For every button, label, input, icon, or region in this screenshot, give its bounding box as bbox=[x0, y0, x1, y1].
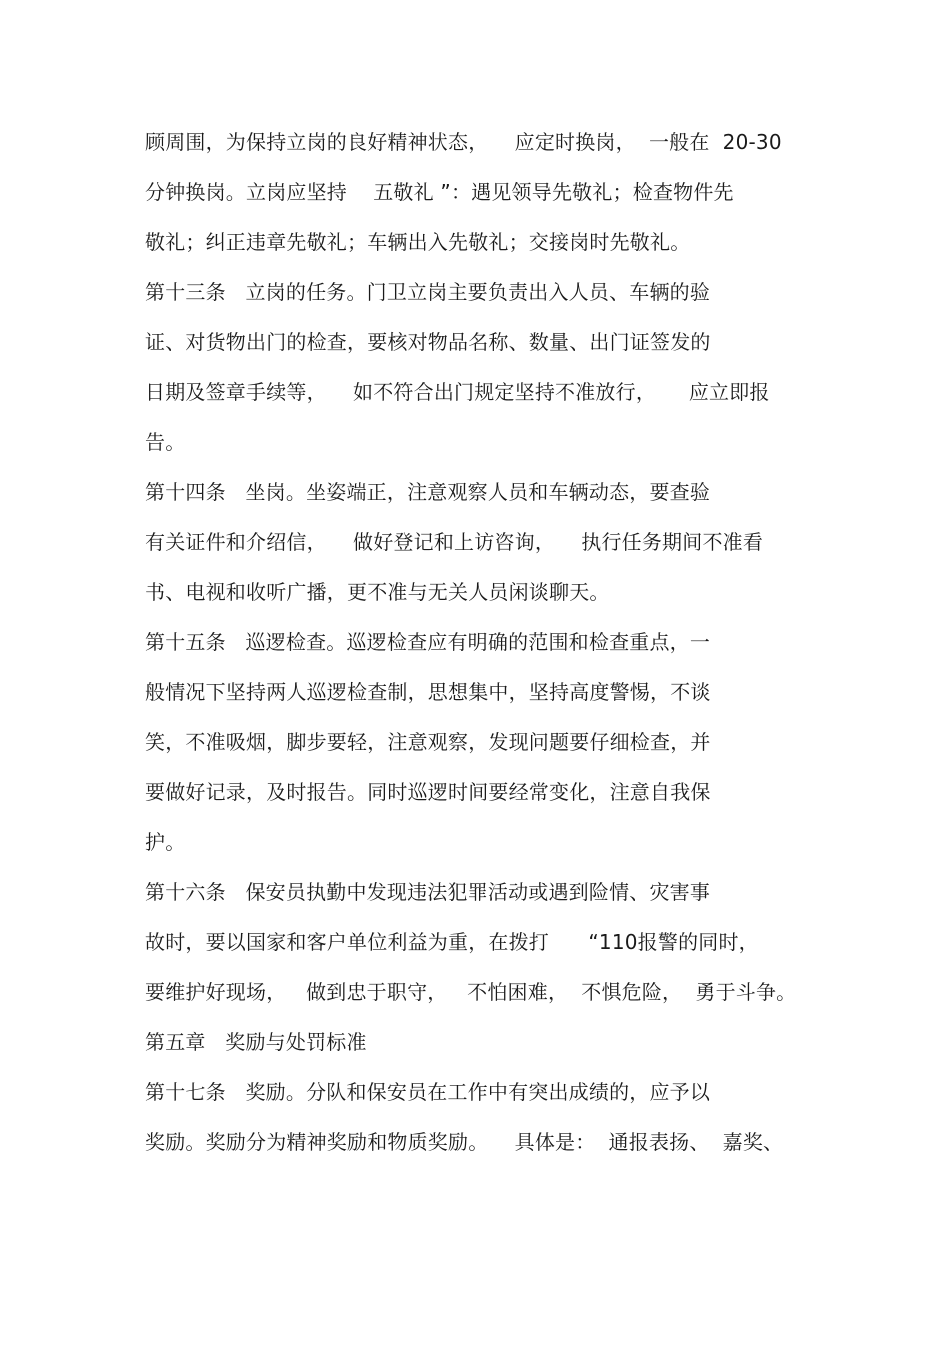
article-15-heading-line: 第十五条 巡逻检查。巡逻检查应有明确的范围和检查重点，一 bbox=[145, 630, 711, 654]
text-line: 敬礼；纠正违章先敬礼；车辆出入先敬礼；交接岗时先敬礼。 bbox=[145, 230, 691, 254]
chapter-5-title: 第五章 奖励与处罚标准 bbox=[145, 1030, 367, 1054]
article-16-heading-line: 第十六条 保安员执勤中发现违法犯罪活动或遇到险情、灾害事 bbox=[145, 880, 711, 904]
text-line: 笑，不准吸烟，脚步要轻，注意观察，发现问题要仔细检查，并 bbox=[145, 730, 711, 754]
text-line: 般情况下坚持两人巡逻检查制，思想集中，坚持高度警惕，不谈 bbox=[145, 680, 711, 704]
text-line: 护。 bbox=[145, 830, 186, 854]
text-line: 证、对货物出门的检查，要核对物品名称、数量、出门证签发的 bbox=[145, 330, 711, 354]
text-line: 奖励。奖励分为精神奖励和物质奖励。 具体是： 通报表扬、 嘉奖、 bbox=[145, 1130, 784, 1154]
article-14-heading-line: 第十四条 坐岗。坐姿端正，注意观察人员和车辆动态，要查验 bbox=[145, 480, 711, 504]
text-line: 分钟换岗。立岗应坚持 五敬礼 ”：遇见领导先敬礼；检查物件先 bbox=[145, 180, 734, 204]
text-line: 故时，要以国家和客户单位利益为重，在拨打 “110报警的同时， bbox=[145, 930, 759, 954]
text-line: 书、电视和收听广播，更不准与无关人员闲谈聊天。 bbox=[145, 580, 610, 604]
text-line: 要维护好现场， 做到忠于职守， 不怕困难， 不惧危险， 勇于斗争。 bbox=[145, 980, 797, 1004]
text-line: 要做好记录，及时报告。同时巡逻时间要经常变化，注意自我保 bbox=[145, 780, 711, 804]
article-13-heading-line: 第十三条 立岗的任务。门卫立岗主要负责出入人员、车辆的验 bbox=[145, 280, 711, 304]
text-line: 日期及签章手续等， 如不符合出门规定坚持不准放行， 应立即报 bbox=[145, 380, 770, 404]
text-line: 告。 bbox=[145, 430, 186, 454]
text-line: 有关证件和介绍信， 做好登记和上访咨询， 执行任务期间不准看 bbox=[145, 530, 764, 554]
article-17-heading-line: 第十七条 奖励。分队和保安员在工作中有突出成绩的，应予以 bbox=[145, 1080, 711, 1104]
text-line: 顾周围，为保持立岗的良好精神状态， 应定时换岗， 一般在 20-30 bbox=[145, 130, 782, 154]
